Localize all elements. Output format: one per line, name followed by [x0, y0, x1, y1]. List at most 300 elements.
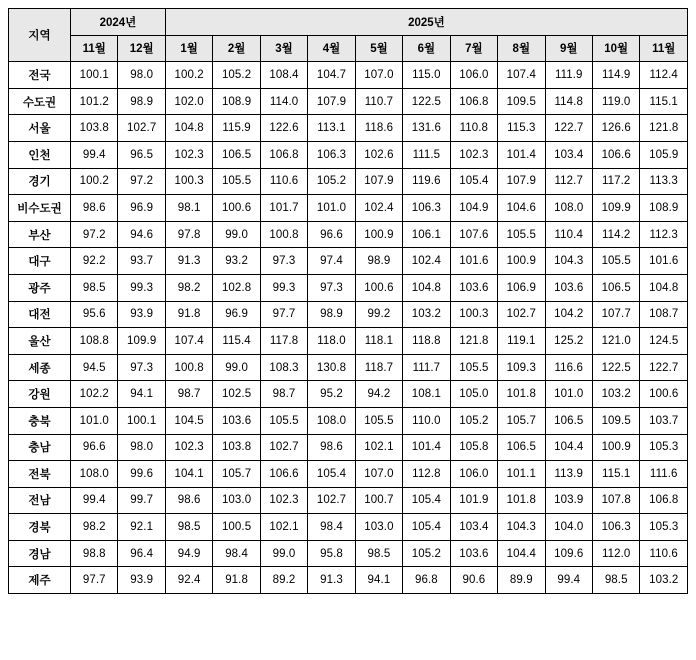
- value-cell: 99.4: [71, 141, 118, 168]
- value-cell: 105.5: [450, 354, 497, 381]
- value-cell: 97.2: [71, 221, 118, 248]
- value-cell: 104.4: [545, 434, 592, 461]
- value-cell: 89.9: [498, 567, 545, 594]
- value-cell: 98.0: [118, 434, 165, 461]
- value-cell: 114.0: [260, 88, 307, 115]
- table-row: [9, 354, 688, 381]
- header-month-4: 3월: [260, 35, 307, 62]
- value-cell: 114.9: [592, 62, 639, 89]
- value-cell: 108.3: [260, 354, 307, 381]
- value-cell: 98.4: [308, 514, 355, 541]
- value-cell: 91.8: [165, 301, 212, 328]
- header-month-10: 9월: [545, 35, 592, 62]
- value-cell: 106.8: [640, 487, 688, 514]
- value-cell: 100.9: [592, 434, 639, 461]
- header-month-8: 7월: [450, 35, 497, 62]
- value-cell: 102.1: [355, 434, 402, 461]
- value-cell: 108.0: [71, 461, 118, 488]
- value-cell: 107.9: [498, 168, 545, 195]
- value-cell: 94.2: [355, 381, 402, 408]
- value-cell: 92.4: [165, 567, 212, 594]
- value-cell: 122.5: [592, 354, 639, 381]
- value-cell: 93.2: [213, 248, 260, 275]
- region-cell: 전국: [9, 62, 71, 89]
- value-cell: 108.8: [71, 328, 118, 355]
- value-cell: 93.9: [118, 301, 165, 328]
- value-cell: 105.3: [640, 514, 688, 541]
- table-row: [9, 407, 688, 434]
- value-cell: 118.0: [308, 328, 355, 355]
- value-cell: 101.0: [308, 195, 355, 222]
- value-cell: 117.2: [592, 168, 639, 195]
- value-cell: 119.0: [592, 88, 639, 115]
- value-cell: 97.3: [308, 274, 355, 301]
- table-row: [9, 381, 688, 408]
- header-row-years: [9, 9, 688, 36]
- region-cell: 비수도권: [9, 195, 71, 222]
- value-cell: 98.2: [165, 274, 212, 301]
- value-cell: 122.6: [260, 115, 307, 142]
- region-cell: 세종: [9, 354, 71, 381]
- value-cell: 105.5: [260, 407, 307, 434]
- value-cell: 108.0: [308, 407, 355, 434]
- value-cell: 107.4: [498, 62, 545, 89]
- value-cell: 96.9: [118, 195, 165, 222]
- value-cell: 102.6: [355, 141, 402, 168]
- value-cell: 105.2: [450, 407, 497, 434]
- value-cell: 96.6: [308, 221, 355, 248]
- value-cell: 107.9: [355, 168, 402, 195]
- value-cell: 121.8: [640, 115, 688, 142]
- value-cell: 108.7: [640, 301, 688, 328]
- value-cell: 101.8: [498, 487, 545, 514]
- header-month-0: 11월: [71, 35, 118, 62]
- value-cell: 114.2: [592, 221, 639, 248]
- value-cell: 99.0: [260, 540, 307, 567]
- value-cell: 102.3: [165, 434, 212, 461]
- value-cell: 99.4: [71, 487, 118, 514]
- value-cell: 107.8: [592, 487, 639, 514]
- value-cell: 97.7: [260, 301, 307, 328]
- value-cell: 103.0: [355, 514, 402, 541]
- value-cell: 104.8: [640, 274, 688, 301]
- value-cell: 97.2: [118, 168, 165, 195]
- value-cell: 101.6: [640, 248, 688, 275]
- table-row: [9, 195, 688, 222]
- region-cell: 전남: [9, 487, 71, 514]
- table-row: [9, 221, 688, 248]
- value-cell: 119.6: [403, 168, 450, 195]
- value-cell: 108.0: [545, 195, 592, 222]
- value-cell: 98.1: [165, 195, 212, 222]
- region-cell: 서울: [9, 115, 71, 142]
- header-month-9: 8월: [498, 35, 545, 62]
- value-cell: 104.8: [165, 115, 212, 142]
- value-cell: 109.5: [592, 407, 639, 434]
- header-month-1: 12월: [118, 35, 165, 62]
- region-cell: 울산: [9, 328, 71, 355]
- value-cell: 100.1: [71, 62, 118, 89]
- header-month-12: 11월: [640, 35, 688, 62]
- region-cell: 충남: [9, 434, 71, 461]
- value-cell: 106.9: [498, 274, 545, 301]
- value-cell: 121.0: [592, 328, 639, 355]
- value-cell: 98.7: [260, 381, 307, 408]
- value-cell: 105.4: [450, 168, 497, 195]
- value-cell: 109.9: [118, 328, 165, 355]
- header-month-2: 1월: [165, 35, 212, 62]
- value-cell: 101.4: [403, 434, 450, 461]
- value-cell: 115.4: [213, 328, 260, 355]
- value-cell: 105.7: [213, 461, 260, 488]
- value-cell: 100.5: [213, 514, 260, 541]
- value-cell: 114.8: [545, 88, 592, 115]
- value-cell: 104.4: [498, 540, 545, 567]
- value-cell: 98.6: [71, 195, 118, 222]
- value-cell: 102.4: [403, 248, 450, 275]
- value-cell: 125.2: [545, 328, 592, 355]
- value-cell: 103.2: [640, 567, 688, 594]
- value-cell: 97.3: [118, 354, 165, 381]
- value-cell: 102.7: [260, 434, 307, 461]
- value-cell: 96.4: [118, 540, 165, 567]
- value-cell: 95.6: [71, 301, 118, 328]
- table-row: [9, 115, 688, 142]
- value-cell: 104.9: [450, 195, 497, 222]
- value-cell: 106.8: [260, 141, 307, 168]
- value-cell: 103.4: [450, 514, 497, 541]
- table-row: [9, 248, 688, 275]
- value-cell: 89.2: [260, 567, 307, 594]
- value-cell: 101.0: [71, 407, 118, 434]
- value-cell: 104.0: [545, 514, 592, 541]
- value-cell: 100.6: [640, 381, 688, 408]
- value-cell: 99.4: [545, 567, 592, 594]
- value-cell: 122.7: [640, 354, 688, 381]
- table-row: [9, 141, 688, 168]
- value-cell: 105.8: [450, 434, 497, 461]
- value-cell: 113.3: [640, 168, 688, 195]
- region-cell: 충북: [9, 407, 71, 434]
- value-cell: 105.5: [592, 248, 639, 275]
- value-cell: 98.5: [592, 567, 639, 594]
- value-cell: 103.8: [213, 434, 260, 461]
- value-cell: 111.7: [403, 354, 450, 381]
- value-cell: 121.8: [450, 328, 497, 355]
- value-cell: 97.7: [71, 567, 118, 594]
- value-cell: 105.2: [403, 540, 450, 567]
- value-cell: 90.6: [450, 567, 497, 594]
- value-cell: 102.4: [355, 195, 402, 222]
- value-cell: 100.8: [260, 221, 307, 248]
- table-row: [9, 168, 688, 195]
- value-cell: 105.5: [355, 407, 402, 434]
- header-row-months: [9, 35, 688, 62]
- value-cell: 100.6: [213, 195, 260, 222]
- value-cell: 106.5: [545, 407, 592, 434]
- value-cell: 100.7: [355, 487, 402, 514]
- region-cell: 대구: [9, 248, 71, 275]
- value-cell: 110.7: [355, 88, 402, 115]
- value-cell: 98.9: [308, 301, 355, 328]
- regional-index-table: [8, 8, 688, 594]
- value-cell: 104.8: [403, 274, 450, 301]
- value-cell: 103.2: [592, 381, 639, 408]
- value-cell: 92.1: [118, 514, 165, 541]
- value-cell: 104.5: [165, 407, 212, 434]
- value-cell: 97.3: [260, 248, 307, 275]
- value-cell: 101.6: [450, 248, 497, 275]
- value-cell: 99.3: [260, 274, 307, 301]
- value-cell: 115.3: [498, 115, 545, 142]
- value-cell: 118.1: [355, 328, 402, 355]
- value-cell: 110.6: [260, 168, 307, 195]
- value-cell: 106.1: [403, 221, 450, 248]
- value-cell: 107.9: [308, 88, 355, 115]
- value-cell: 98.7: [165, 381, 212, 408]
- value-cell: 99.3: [118, 274, 165, 301]
- table-header: [9, 9, 688, 62]
- header-month-3: 2월: [213, 35, 260, 62]
- value-cell: 106.3: [592, 514, 639, 541]
- value-cell: 130.8: [308, 354, 355, 381]
- value-cell: 95.2: [308, 381, 355, 408]
- table-row: [9, 328, 688, 355]
- value-cell: 98.9: [355, 248, 402, 275]
- value-cell: 98.6: [165, 487, 212, 514]
- value-cell: 98.8: [71, 540, 118, 567]
- value-cell: 101.1: [498, 461, 545, 488]
- value-cell: 103.6: [545, 274, 592, 301]
- value-cell: 122.5: [403, 88, 450, 115]
- value-cell: 102.7: [308, 487, 355, 514]
- value-cell: 100.6: [355, 274, 402, 301]
- value-cell: 112.8: [403, 461, 450, 488]
- value-cell: 105.2: [213, 62, 260, 89]
- region-cell: 경남: [9, 540, 71, 567]
- value-cell: 101.2: [71, 88, 118, 115]
- value-cell: 100.8: [165, 354, 212, 381]
- value-cell: 107.7: [592, 301, 639, 328]
- value-cell: 111.5: [403, 141, 450, 168]
- value-cell: 108.1: [403, 381, 450, 408]
- value-cell: 118.6: [355, 115, 402, 142]
- value-cell: 102.2: [71, 381, 118, 408]
- value-cell: 117.8: [260, 328, 307, 355]
- value-cell: 109.9: [592, 195, 639, 222]
- header-month-6: 5월: [355, 35, 402, 62]
- value-cell: 98.0: [118, 62, 165, 89]
- value-cell: 98.2: [71, 514, 118, 541]
- value-cell: 112.7: [545, 168, 592, 195]
- value-cell: 115.1: [640, 88, 688, 115]
- value-cell: 109.6: [545, 540, 592, 567]
- value-cell: 99.0: [213, 354, 260, 381]
- value-cell: 102.3: [165, 141, 212, 168]
- value-cell: 109.3: [498, 354, 545, 381]
- value-cell: 104.2: [545, 301, 592, 328]
- value-cell: 122.7: [545, 115, 592, 142]
- value-cell: 100.3: [165, 168, 212, 195]
- region-cell: 수도권: [9, 88, 71, 115]
- value-cell: 106.3: [403, 195, 450, 222]
- value-cell: 104.6: [498, 195, 545, 222]
- value-cell: 93.7: [118, 248, 165, 275]
- value-cell: 118.8: [403, 328, 450, 355]
- value-cell: 126.6: [592, 115, 639, 142]
- value-cell: 119.1: [498, 328, 545, 355]
- value-cell: 99.2: [355, 301, 402, 328]
- value-cell: 106.6: [592, 141, 639, 168]
- value-cell: 105.3: [640, 434, 688, 461]
- value-cell: 91.3: [308, 567, 355, 594]
- value-cell: 105.4: [403, 487, 450, 514]
- value-cell: 99.0: [213, 221, 260, 248]
- header-month-7: 6월: [403, 35, 450, 62]
- value-cell: 94.6: [118, 221, 165, 248]
- table-body: [9, 62, 688, 594]
- value-cell: 98.6: [308, 434, 355, 461]
- value-cell: 110.8: [450, 115, 497, 142]
- value-cell: 98.9: [118, 88, 165, 115]
- value-cell: 124.5: [640, 328, 688, 355]
- value-cell: 96.8: [403, 567, 450, 594]
- value-cell: 106.5: [498, 434, 545, 461]
- value-cell: 106.6: [260, 461, 307, 488]
- table-row: [9, 62, 688, 89]
- value-cell: 96.5: [118, 141, 165, 168]
- value-cell: 105.4: [308, 461, 355, 488]
- value-cell: 103.7: [640, 407, 688, 434]
- region-cell: 인천: [9, 141, 71, 168]
- value-cell: 105.7: [498, 407, 545, 434]
- value-cell: 103.9: [545, 487, 592, 514]
- region-cell: 부산: [9, 221, 71, 248]
- value-cell: 97.8: [165, 221, 212, 248]
- value-cell: 105.4: [403, 514, 450, 541]
- header-month-11: 10월: [592, 35, 639, 62]
- value-cell: 105.2: [308, 168, 355, 195]
- table-row: [9, 567, 688, 594]
- value-cell: 101.8: [498, 381, 545, 408]
- value-cell: 106.0: [450, 62, 497, 89]
- table-row: [9, 540, 688, 567]
- region-cell: 광주: [9, 274, 71, 301]
- value-cell: 103.6: [213, 407, 260, 434]
- header-region: 지역: [9, 9, 71, 62]
- value-cell: 101.9: [450, 487, 497, 514]
- value-cell: 118.7: [355, 354, 402, 381]
- value-cell: 107.6: [450, 221, 497, 248]
- value-cell: 103.6: [450, 274, 497, 301]
- value-cell: 113.9: [545, 461, 592, 488]
- region-cell: 강원: [9, 381, 71, 408]
- value-cell: 103.4: [545, 141, 592, 168]
- value-cell: 112.0: [592, 540, 639, 567]
- value-cell: 93.9: [118, 567, 165, 594]
- value-cell: 102.3: [450, 141, 497, 168]
- region-cell: 전북: [9, 461, 71, 488]
- value-cell: 100.9: [355, 221, 402, 248]
- table-row: [9, 274, 688, 301]
- value-cell: 102.0: [165, 88, 212, 115]
- value-cell: 108.9: [213, 88, 260, 115]
- value-cell: 102.7: [118, 115, 165, 142]
- value-cell: 104.3: [545, 248, 592, 275]
- value-cell: 108.4: [260, 62, 307, 89]
- value-cell: 104.3: [498, 514, 545, 541]
- value-cell: 100.1: [118, 407, 165, 434]
- value-cell: 98.5: [355, 540, 402, 567]
- region-cell: 제주: [9, 567, 71, 594]
- table-row: [9, 514, 688, 541]
- value-cell: 112.4: [640, 62, 688, 89]
- value-cell: 99.6: [118, 461, 165, 488]
- value-cell: 95.8: [308, 540, 355, 567]
- value-cell: 105.0: [450, 381, 497, 408]
- value-cell: 104.1: [165, 461, 212, 488]
- value-cell: 103.2: [403, 301, 450, 328]
- value-cell: 107.0: [355, 461, 402, 488]
- value-cell: 101.4: [498, 141, 545, 168]
- value-cell: 101.0: [545, 381, 592, 408]
- value-cell: 102.5: [213, 381, 260, 408]
- value-cell: 100.3: [450, 301, 497, 328]
- value-cell: 105.5: [213, 168, 260, 195]
- value-cell: 103.8: [71, 115, 118, 142]
- table-row: [9, 434, 688, 461]
- value-cell: 92.2: [71, 248, 118, 275]
- value-cell: 91.3: [165, 248, 212, 275]
- value-cell: 94.1: [118, 381, 165, 408]
- value-cell: 105.5: [498, 221, 545, 248]
- value-cell: 104.7: [308, 62, 355, 89]
- table-row: [9, 88, 688, 115]
- value-cell: 91.8: [213, 567, 260, 594]
- table-row: [9, 301, 688, 328]
- value-cell: 102.3: [260, 487, 307, 514]
- value-cell: 103.0: [213, 487, 260, 514]
- table-row: [9, 461, 688, 488]
- value-cell: 106.5: [213, 141, 260, 168]
- value-cell: 98.5: [71, 274, 118, 301]
- value-cell: 94.5: [71, 354, 118, 381]
- region-cell: 경북: [9, 514, 71, 541]
- value-cell: 100.2: [165, 62, 212, 89]
- value-cell: 99.7: [118, 487, 165, 514]
- value-cell: 102.1: [260, 514, 307, 541]
- value-cell: 102.7: [498, 301, 545, 328]
- value-cell: 113.1: [308, 115, 355, 142]
- value-cell: 96.9: [213, 301, 260, 328]
- value-cell: 111.6: [640, 461, 688, 488]
- header-year-2024: 2024년: [71, 9, 166, 36]
- value-cell: 94.9: [165, 540, 212, 567]
- value-cell: 110.0: [403, 407, 450, 434]
- region-cell: 경기: [9, 168, 71, 195]
- value-cell: 110.4: [545, 221, 592, 248]
- value-cell: 100.2: [71, 168, 118, 195]
- value-cell: 107.4: [165, 328, 212, 355]
- region-cell: 대전: [9, 301, 71, 328]
- value-cell: 111.9: [545, 62, 592, 89]
- value-cell: 106.3: [308, 141, 355, 168]
- value-cell: 115.1: [592, 461, 639, 488]
- value-cell: 96.6: [71, 434, 118, 461]
- value-cell: 101.7: [260, 195, 307, 222]
- table-row: [9, 487, 688, 514]
- value-cell: 105.9: [640, 141, 688, 168]
